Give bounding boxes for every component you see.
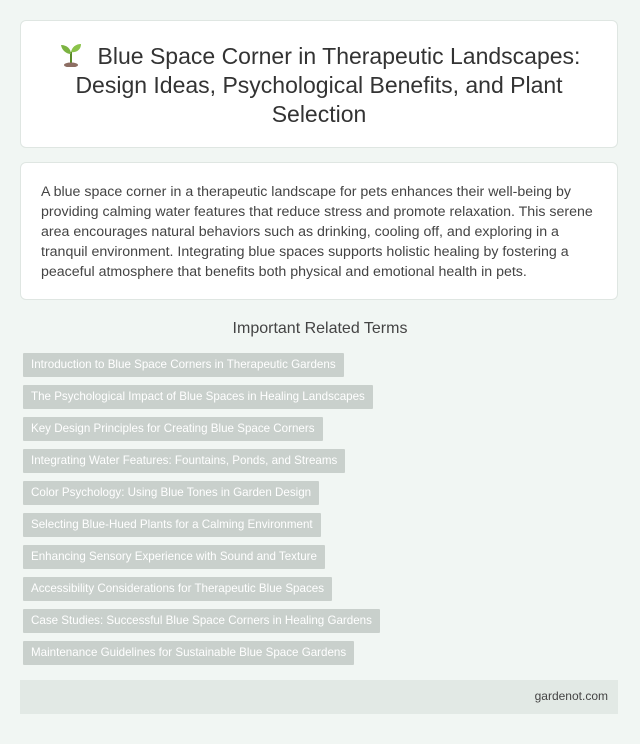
page-title xyxy=(41,41,597,129)
related-term-tag[interactable]: Color Psychology: Using Blue Tones in Garden Design xyxy=(23,481,319,505)
title-card xyxy=(20,20,618,148)
footer-bar xyxy=(20,680,618,714)
related-term-tag[interactable]: Integrating Water Features: Fountains, Ponds, and Streams xyxy=(23,449,345,473)
related-term-tag[interactable]: Selecting Blue-Hued Plants for a Calming Environment xyxy=(23,513,321,537)
related-terms-list xyxy=(23,353,380,673)
description-card xyxy=(20,162,618,300)
related-term-tag[interactable]: Case Studies: Successful Blue Space Corners in Healing Gardens xyxy=(23,609,380,633)
related-term-tag[interactable]: Accessibility Considerations for Therapeutic Blue Spaces xyxy=(23,577,332,601)
description-text: A blue space corner in a therapeutic landscape for pets enhances their well-being by providing calming water features that reduce stress and promote relaxation. This serene area encourages natural behaviors such as drinking, cooling off, and exploring in a tranquil environment. Integrating blue spaces supports holistic healing by fostering a peaceful atmosphere that benefits both physical and emotional health in pets. xyxy=(41,184,593,280)
related-term-tag[interactable]: Key Design Principles for Creating Blue Space Corners xyxy=(23,417,323,441)
related-term-tag[interactable]: Introduction to Blue Space Corners in Therapeutic Gardens xyxy=(23,353,344,377)
related-term-tag[interactable]: The Psychological Impact of Blue Spaces in Healing Landscapes xyxy=(23,385,373,409)
footer-site-link[interactable]: gardenot.com xyxy=(534,689,608,703)
related-term-tag[interactable]: Enhancing Sensory Experience with Sound and Texture xyxy=(23,545,325,569)
seedling-icon xyxy=(58,41,84,67)
related-term-tag[interactable]: Maintenance Guidelines for Sustainable Blue Space Gardens xyxy=(23,641,354,665)
title-text: Blue Space Corner in Therapeutic Landscapes: Design Ideas, Psychological Benefits, and Plant Selection xyxy=(75,43,581,127)
related-terms-heading: Important Related Terms xyxy=(232,320,408,337)
